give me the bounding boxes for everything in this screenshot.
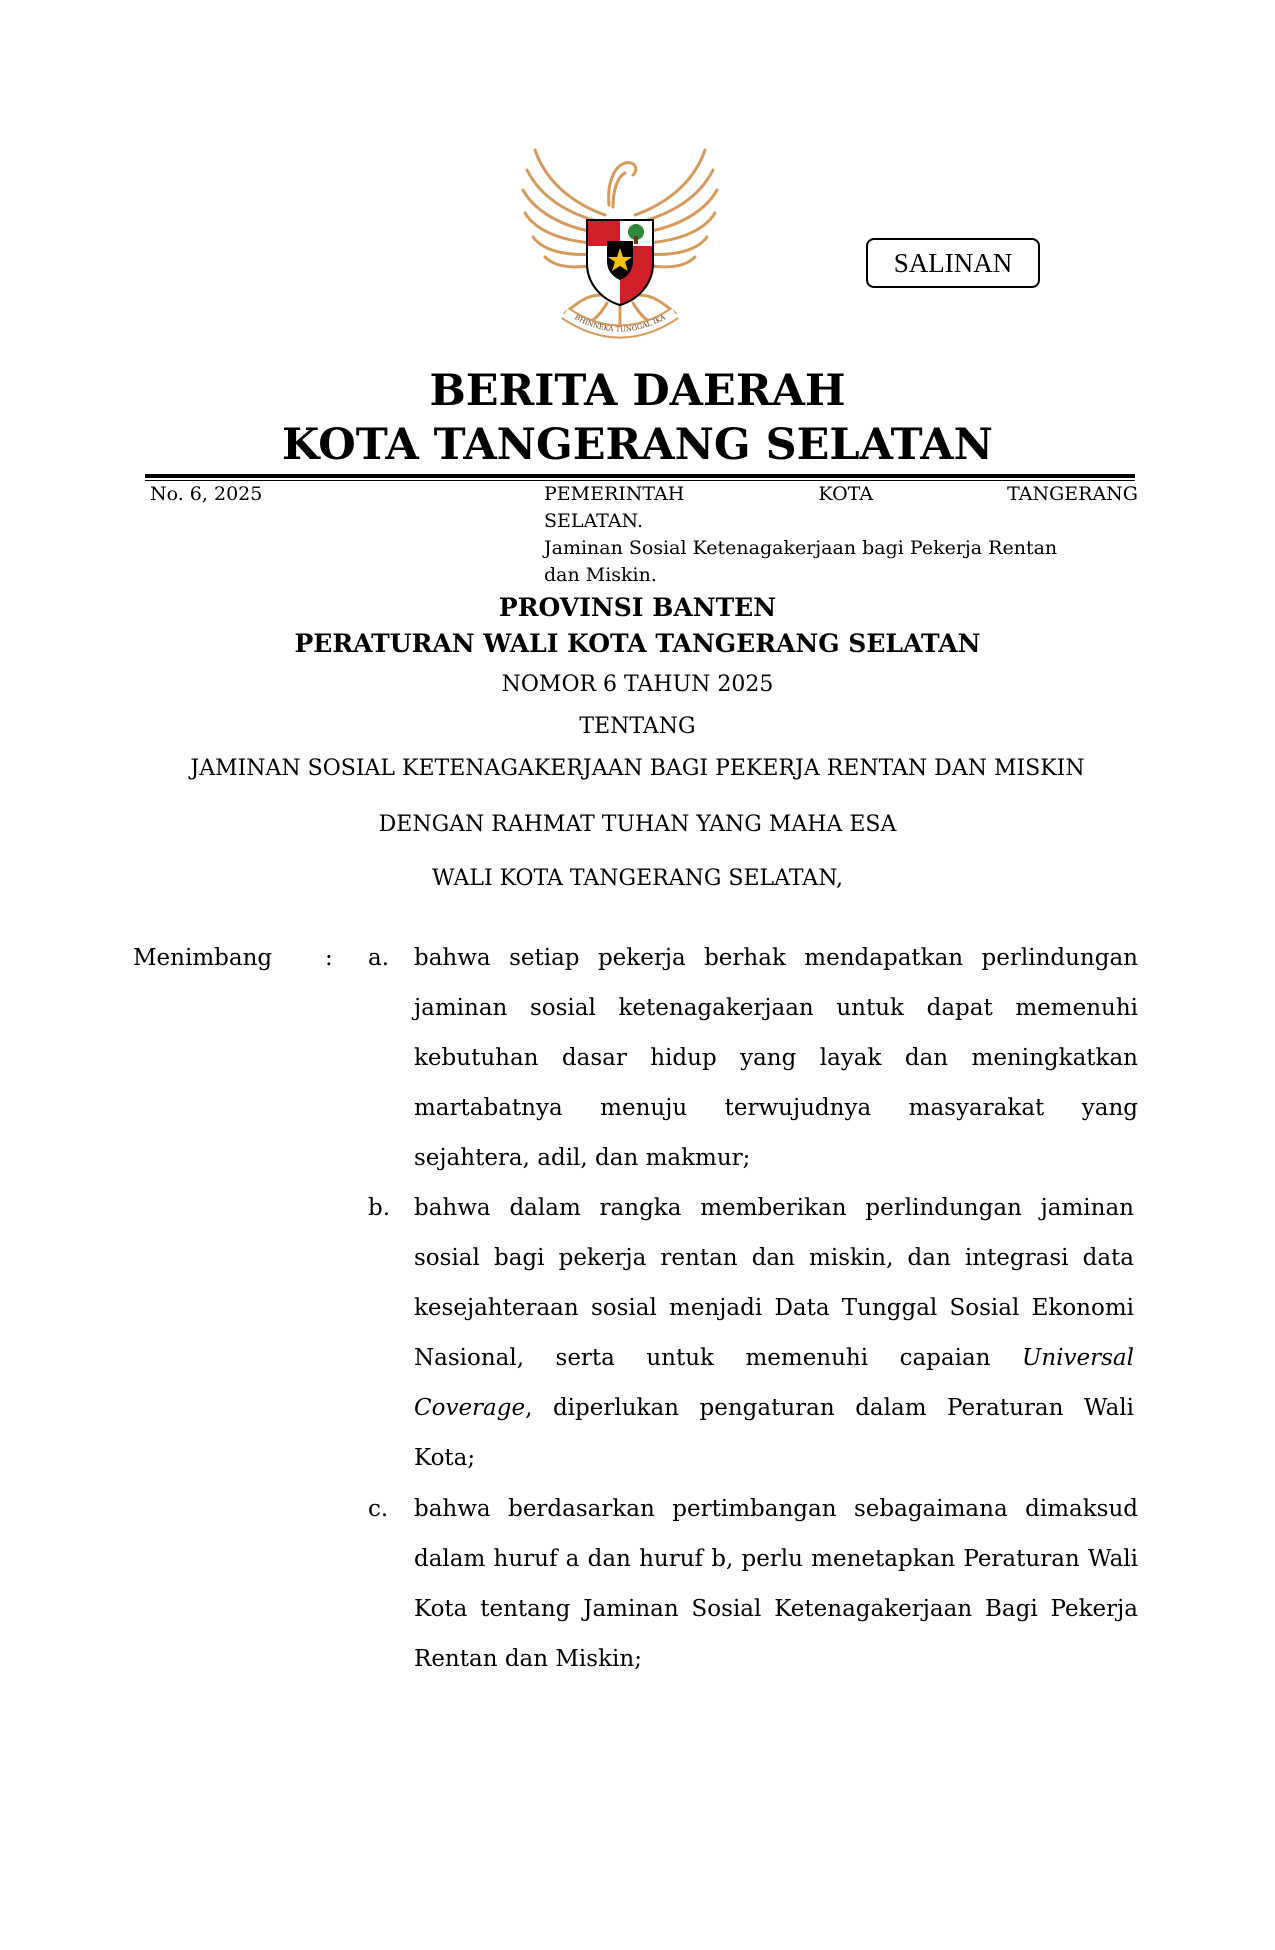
regulation-title: PERATURAN WALI KOTA TANGERANG SELATAN (294, 629, 981, 658)
topic-line2: dan Miskin. (544, 564, 657, 586)
considering-label: Menimbang (133, 945, 273, 971)
header-rule (145, 474, 1135, 478)
item-marker: a. (368, 945, 390, 971)
issuer-line-cont: SELATAN. (544, 510, 643, 532)
authority-line: WALI KOTA TANGERANG SELATAN, (431, 866, 844, 891)
item-marker: b. (368, 1195, 391, 1221)
province-heading: PROVINSI BANTEN (498, 593, 777, 622)
considering-item-a: bahwa setiap pekerja berhak mendapatkan perlindungan jaminan sosial ketenagakerjaan untuk dapat memenuhi kebutuhan dasar hidup yang layak dan meningkatkan martabatnya menuju terwujudnya masyarakat yang sejahtera, adil, dan makmur; (414, 945, 1138, 1171)
topic-line1: Jaminan Sosial Ketenagakerjaan bagi Pekerja Rentan (544, 537, 1058, 559)
item-b-italic-term: Universal Coverage (414, 1345, 1134, 1421)
issue-number: No. 6, 2025 (150, 483, 263, 505)
gazette-title-line1: BERITA DAERAH (429, 366, 846, 416)
blessing-line: DENGAN RAHMAT TUHAN YANG MAHA ESA (378, 812, 897, 837)
item-marker: c. (368, 1496, 389, 1522)
issuer-line (544, 481, 1138, 508)
item-b-text: bahwa dalam rangka memberikan perlindungan jaminan sosial bagi pekerja rentan dan miskin, dan integrasi data kesejahteraan sosial menjadi Data Tunggal Sosial Ekonomi Nasional, serta untuk memenuhi capaian (414, 1195, 1134, 1371)
salinan-label: SALINAN (893, 247, 1013, 278)
regulation-subject: JAMINAN SOSIAL KETENAGAKERJAAN BAGI PEKERJA RENTAN DAN MISKIN (190, 756, 1085, 781)
about-label: TENTANG (579, 714, 696, 739)
considering-item-c: bahwa berdasarkan pertimbangan sebagaimana dimaksud dalam huruf a dan huruf b, perlu menetapkan Peraturan Wali Kota tentang Jaminan Sosial Ketenagakerjaan Bagi Pekerja Rentan dan Miskin; (414, 1496, 1138, 1672)
issuer-word: PEMERINTAH (544, 483, 685, 505)
issuer-word: TANGERANG (1007, 483, 1138, 505)
gazette-title-line2: KOTA TANGERANG SELATAN (282, 420, 993, 470)
issue-info (544, 481, 1138, 589)
salinan-stamp (866, 238, 1040, 288)
regulation-number: NOMOR 6 TAHUN 2025 (501, 672, 774, 697)
considering-item-b (414, 1183, 1134, 1483)
garuda-emblem (517, 145, 723, 357)
item-b-text-end: , diperlukan pengaturan dalam Peraturan Wali Kota; (414, 1395, 1134, 1471)
considering-colon: : (325, 945, 333, 971)
emblem-motto: BHINNEKA TUNGGAL IKA (573, 313, 667, 334)
issuer-word: KOTA (818, 483, 874, 505)
